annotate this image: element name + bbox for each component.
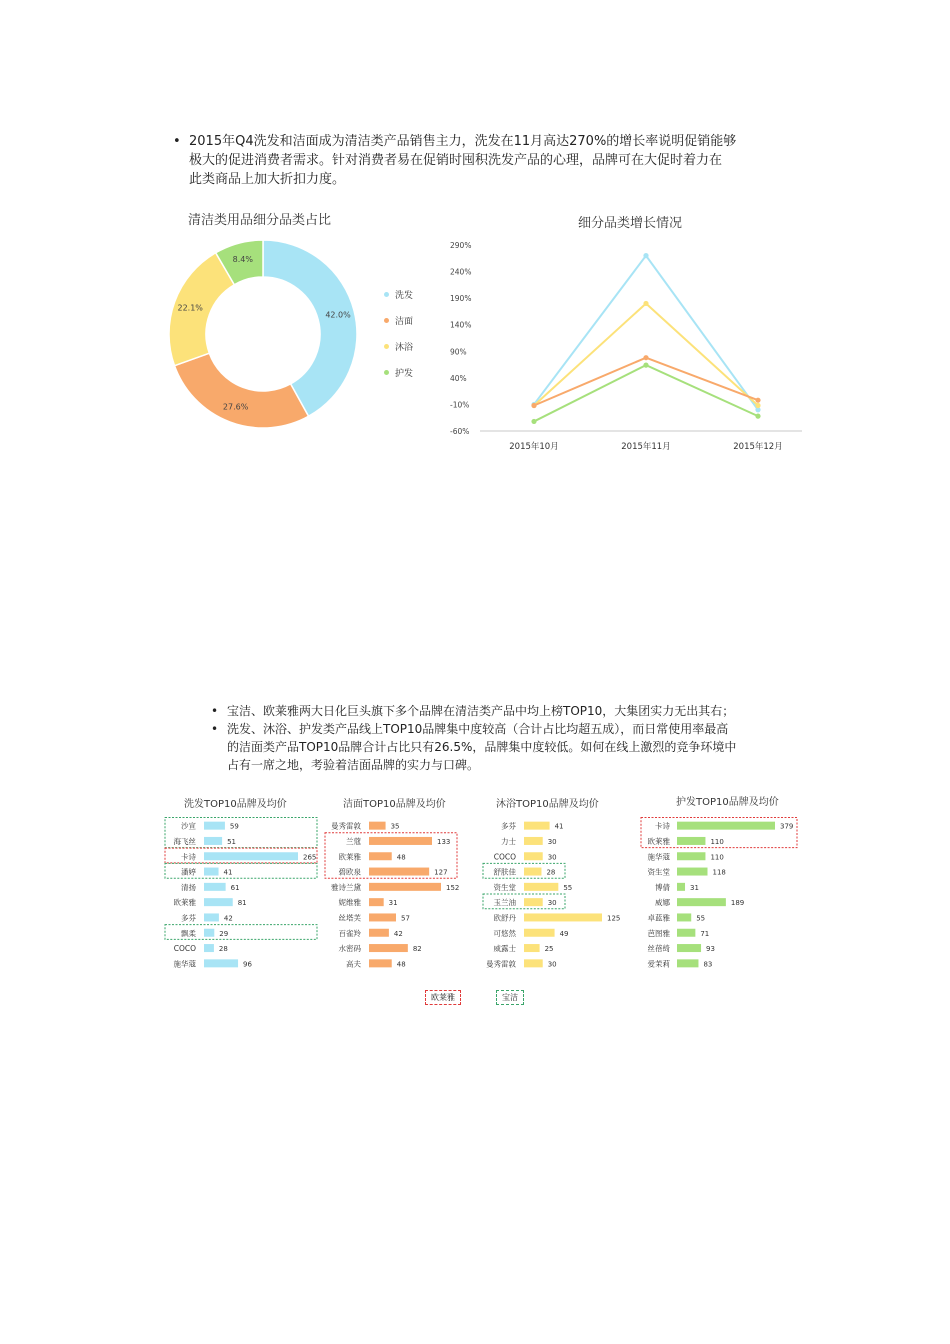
bar-category-label: 欧舒丹	[493, 913, 516, 923]
donut-slice-label: 42.0%	[325, 310, 351, 320]
intro-paragraph	[173, 132, 789, 189]
bar-雅诗兰黛	[369, 883, 441, 891]
legend-item-洁面	[384, 307, 413, 333]
bar-COCO	[524, 852, 543, 860]
bar-value-label: 265	[303, 853, 317, 862]
bar-category-label: 多芬	[501, 821, 516, 831]
legend-item-护发	[384, 359, 413, 385]
bar-力士	[524, 837, 543, 845]
donut-legend	[384, 281, 413, 385]
bar-value-label: 379	[780, 822, 794, 831]
loreal-legend-badge: 欧莱雅	[425, 990, 461, 1005]
bar-value-label: 61	[230, 883, 240, 892]
series-point	[643, 363, 648, 368]
bar-value-label: 110	[710, 837, 724, 846]
bar-芭图雅	[677, 929, 695, 937]
bar-value-label: 29	[219, 929, 229, 938]
bar-value-label: 30	[547, 837, 557, 846]
bar-value-label: 55	[696, 914, 706, 923]
bar-category-label: 卡诗	[655, 821, 670, 831]
bar-爱茉莉	[677, 959, 698, 967]
bar-category-label: 爱茉莉	[647, 959, 670, 969]
bullet: •	[211, 704, 219, 718]
bar-施华蔻	[677, 852, 705, 860]
bar-可悠然	[524, 929, 555, 937]
bar-欧莱雅	[204, 898, 233, 906]
pg-legend-badge: 宝洁	[496, 990, 524, 1005]
bar-威露士	[524, 944, 540, 952]
bar-value-label: 93	[706, 945, 715, 954]
cleanser-bar-title: 洁面TOP10品牌及均价	[343, 799, 446, 810]
bar-高夫	[369, 959, 392, 967]
shampoo-bar-chart	[160, 815, 320, 975]
brand-line-text: 洗发、沐浴、护发类产品线上TOP10品牌集中度较高（合计占比均超五成），而日常使用率最高	[227, 722, 729, 736]
donut-slice-label: 22.1%	[177, 303, 203, 313]
x-tick-label: 2015年10月	[509, 442, 559, 452]
bar-value-label: 31	[388, 899, 398, 908]
bar-category-label: 可悠然	[493, 928, 516, 938]
intro-line-1: 2015年Q4洗发和洁面成为清洁类产品销售主力，洗发在11月高达270%的增长率说明促销能够	[189, 134, 737, 149]
bar-value-label: 48	[396, 853, 406, 862]
bar-value-label: 96	[243, 960, 252, 969]
bar-value-label: 110	[710, 853, 724, 862]
bar-value-label: 83	[703, 960, 713, 969]
bar-value-label: 59	[229, 822, 239, 831]
bar-value-label: 125	[607, 914, 621, 923]
bar-卡诗	[204, 852, 298, 860]
bar-多芬	[204, 913, 219, 921]
bar-value-label: 118	[712, 868, 726, 877]
bar-category-label: COCO	[493, 852, 516, 862]
series-point	[531, 403, 536, 408]
bar-value-label: 42	[223, 914, 233, 923]
bar-category-label: 丝蓓绮	[647, 944, 670, 954]
bar-欧莱雅	[369, 852, 392, 860]
bar-value-label: 30	[547, 853, 557, 862]
bar-舒肤佳	[524, 868, 541, 876]
bar-曼秀雷敦	[369, 822, 386, 830]
intro-line-3: 此类商品上加大折扣力度。	[189, 172, 346, 187]
bar-value-label: 55	[563, 883, 573, 892]
bar-value-label: 35	[390, 822, 400, 831]
bar-value-label: 51	[227, 837, 237, 846]
legend-swatch	[384, 370, 389, 375]
bar-category-label: 卡诗	[181, 852, 196, 862]
y-tick-label: 240%	[450, 267, 472, 277]
bar-欧舒丹	[524, 913, 602, 921]
intro-line-2: 极大的促进消费者需求。针对消费者易在促销时囤积洗发产品的心理，品牌可在大促时着力在	[189, 153, 723, 168]
bar-category-label: 资生堂	[493, 882, 516, 892]
bar-value-label: 42	[393, 929, 403, 938]
bar-威娜	[677, 898, 726, 906]
legend-label: 护发	[395, 368, 414, 379]
bar-碧欧泉	[369, 868, 429, 876]
bar-category-label: 威娜	[655, 898, 670, 908]
bullet: •	[211, 722, 219, 736]
legend-item-沐浴	[384, 333, 413, 359]
bar-value-label: 48	[396, 960, 406, 969]
bar-category-label: 沙宣	[181, 821, 196, 831]
brand-line-text: 的洁面类产品TOP10品牌合计占比只有26.5%，品牌集中度较低。如何在线上激烈的竞争环境中	[227, 740, 737, 754]
y-tick-label: 290%	[450, 241, 472, 250]
bar-value-label: 31	[690, 883, 699, 892]
y-tick-label: 190%	[450, 294, 472, 304]
conditioner-bar-title: 护发TOP10品牌及均价	[676, 797, 779, 808]
bath-bar-title: 沐浴TOP10品牌及均价	[496, 799, 599, 810]
series-point	[755, 414, 760, 419]
bar-博倩	[677, 883, 685, 891]
bar-category-label: 妮维雅	[338, 898, 361, 908]
x-tick-label: 2015年11月	[621, 442, 671, 452]
bar-value-label: 82	[412, 945, 422, 954]
shampoo-bar-title: 洗发TOP10品牌及均价	[184, 799, 287, 810]
bar-value-label: 25	[544, 945, 554, 954]
bar-category-label: 清扬	[181, 882, 196, 892]
bar-清扬	[204, 883, 226, 891]
series-point	[755, 403, 760, 408]
y-tick-label: -60%	[450, 427, 470, 436]
bar-沙宣	[204, 822, 225, 830]
bar-value-label: 28	[546, 868, 556, 877]
bar-卡诗	[677, 822, 775, 830]
donut-chart	[163, 238, 363, 438]
bar-施华蔻	[204, 959, 238, 967]
bar-category-label: 卓蓝雅	[647, 913, 670, 923]
bar-value-label: 41	[223, 868, 233, 877]
donut-slice-洁面	[174, 353, 308, 428]
brand-line-1	[211, 702, 767, 720]
bar-category-label: COCO	[173, 944, 196, 954]
bar-category-label: 百雀羚	[338, 928, 361, 938]
bar-value-label: 71	[700, 929, 710, 938]
cleanser-bar-chart	[320, 815, 480, 975]
y-tick-label: 40%	[450, 373, 467, 383]
bar-category-label: 欧莱雅	[338, 852, 361, 862]
bar-value-label: 189	[730, 899, 745, 908]
bar-category-label: 施华蔻	[647, 852, 670, 862]
legend-label: 洁面	[395, 316, 414, 327]
bar-category-label: 芭图雅	[647, 928, 670, 938]
brand-line-2	[211, 720, 767, 738]
legend-swatch	[384, 344, 389, 349]
bar-value-label: 41	[554, 822, 564, 831]
y-tick-label: -10%	[450, 400, 470, 410]
bar-category-label: 曼秀雷敦	[331, 821, 361, 831]
legend-swatch	[384, 318, 389, 323]
bar-category-label: 力士	[501, 836, 516, 846]
bar-category-label: 兰蔻	[346, 836, 361, 846]
bar-丝塔芙	[369, 913, 396, 921]
bar-category-label: 资生堂	[647, 867, 670, 877]
bar-value-label: 30	[547, 960, 557, 969]
bar-飘柔	[204, 929, 214, 937]
bar-水密码	[369, 944, 408, 952]
bar-category-label: 施华蔻	[173, 959, 196, 969]
bar-兰蔻	[369, 837, 432, 845]
bar-曼秀雷敦	[524, 959, 543, 967]
bar-value-label: 28	[218, 945, 228, 954]
line-chart-title: 细分品类增长情况	[578, 216, 683, 231]
bar-category-label: 海飞丝	[173, 836, 196, 846]
bar-category-label: 飘柔	[181, 928, 196, 938]
brand-line-text: 宝洁、欧莱雅两大日化巨头旗下多个品牌在清洁类产品中均上榜TOP10，大集团实力无出其右；	[227, 704, 735, 718]
brand-paragraph	[211, 702, 767, 774]
bar-潘婷	[204, 868, 219, 876]
bar-海飞丝	[204, 837, 222, 845]
bar-妮维雅	[369, 898, 384, 906]
legend-swatch	[384, 292, 389, 297]
bar-category-label: 高夫	[346, 959, 361, 969]
bar-丝蓓绮	[677, 944, 701, 952]
bar-value-label: 127	[434, 868, 448, 877]
bar-category-label: 潘婷	[181, 867, 196, 877]
bullet: •	[173, 134, 181, 149]
bar-value-label: 49	[559, 929, 569, 938]
brand-line-3	[227, 738, 767, 756]
bar-category-label: 威露士	[493, 944, 516, 954]
bar-category-label: 舒肤佳	[493, 867, 516, 877]
bar-value-label: 57	[401, 914, 410, 923]
bar-category-label: 玉兰油	[493, 898, 516, 908]
series-point	[531, 419, 536, 424]
bar-资生堂	[677, 868, 708, 876]
bar-category-label: 雅诗兰黛	[331, 882, 361, 892]
bar-category-label: 水密码	[338, 944, 361, 954]
series-point	[643, 355, 648, 360]
legend-label: 洗发	[395, 290, 414, 301]
bar-category-label: 博倩	[655, 882, 670, 892]
y-tick-label: 90%	[450, 347, 467, 357]
bar-category-label: 曼秀雷敦	[486, 959, 516, 969]
bar-category-label: 多芬	[181, 913, 196, 923]
bar-百雀羚	[369, 929, 389, 937]
donut-slice-label: 8.4%	[232, 255, 253, 265]
y-tick-label: 140%	[450, 320, 472, 330]
bar-value-label: 30	[547, 899, 557, 908]
bar-category-label: 碧欧泉	[338, 867, 361, 877]
bar-COCO	[204, 944, 214, 952]
bar-玉兰油	[524, 898, 543, 906]
series-point	[755, 398, 760, 403]
donut-slice-label: 27.6%	[222, 402, 249, 412]
bar-value-label: 152	[446, 883, 460, 892]
bar-value-label: 133	[437, 837, 451, 846]
legend-label: 沐浴	[395, 342, 414, 353]
series-point	[643, 253, 648, 258]
legend-item-洗发	[384, 281, 413, 307]
bar-category-label: 欧莱雅	[647, 836, 670, 846]
bar-category-label: 欧莱雅	[173, 898, 196, 908]
bar-卓蓝雅	[677, 913, 691, 921]
conditioner-bar-chart	[636, 815, 806, 975]
line-chart	[440, 235, 810, 465]
x-tick-label: 2015年12月	[733, 442, 783, 452]
bar-资生堂	[524, 883, 558, 891]
brand-line-text: 占有一席之地，考验着洁面品牌的实力与口碑。	[227, 758, 480, 772]
bar-value-label: 81	[237, 899, 247, 908]
bar-欧莱雅	[677, 837, 705, 845]
series-point	[643, 301, 648, 306]
donut-chart-title: 清洁类用品细分品类占比	[188, 213, 332, 228]
bar-category-label: 丝塔芙	[338, 913, 361, 923]
bar-多芬	[524, 822, 550, 830]
bath-bar-chart	[478, 815, 638, 975]
brand-line-4	[227, 756, 767, 774]
